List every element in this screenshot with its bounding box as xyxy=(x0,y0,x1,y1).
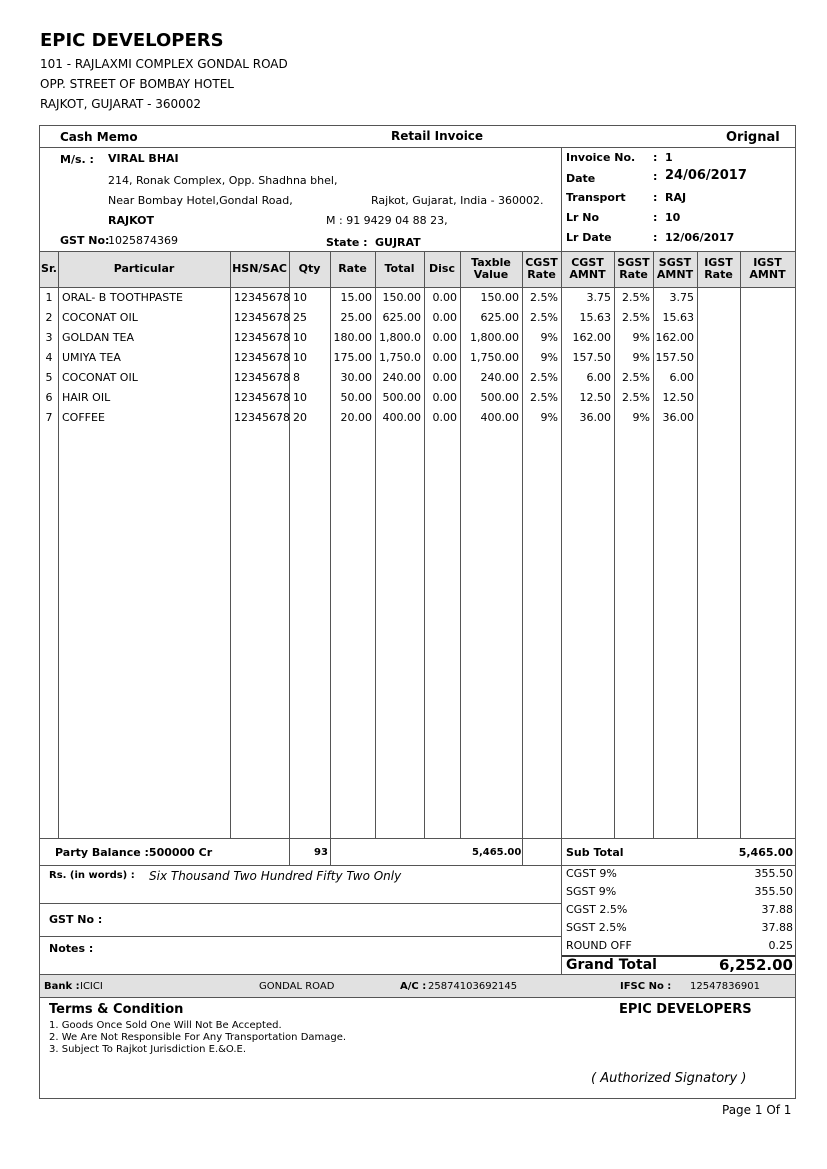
cell-cgst-rate: 9% xyxy=(540,351,558,364)
cell-taxable-value: 625.00 xyxy=(480,311,519,324)
column-header-text: Rate xyxy=(338,262,367,275)
column-header-text: HSN/SAC xyxy=(232,262,287,275)
table-column-divider xyxy=(230,251,231,838)
table-column-divider xyxy=(697,251,698,838)
amount-in-words: Six Thousand Two Hundred Fifty Two Only xyxy=(149,869,402,883)
cell-qty: 10 xyxy=(293,391,307,404)
column-header-igst-amount xyxy=(740,257,795,281)
cell-cgst-rate: 2.5% xyxy=(530,291,558,304)
terms-title: Terms & Condition xyxy=(49,1002,184,1017)
cell-cgst-rate: 2.5% xyxy=(530,371,558,384)
cell-rate: 175.00 xyxy=(333,351,372,364)
cell-sr: 4 xyxy=(45,351,53,364)
table-column-divider xyxy=(58,251,59,838)
cell-sgst-rate: 9% xyxy=(632,411,650,424)
cell-taxable-value: 240.00 xyxy=(480,371,519,384)
cell-cgst-rate: 2.5% xyxy=(530,311,558,324)
divider xyxy=(39,147,796,148)
cell-taxable-value: 150.00 xyxy=(480,291,519,304)
tax-line-label: CGST 9% xyxy=(566,867,617,880)
column-header-text: Particular xyxy=(113,262,175,275)
column-header-text: Value xyxy=(473,268,509,281)
column-header-total xyxy=(375,263,424,275)
cell-total: 1,750.0 xyxy=(379,351,421,364)
column-header-taxable-value xyxy=(460,257,522,281)
authorized-signatory: ( Authorized Signatory ) xyxy=(591,1071,747,1086)
tax-line-value: 355.50 xyxy=(754,885,793,898)
column-header-text: AMNT xyxy=(749,268,786,281)
column-header-sgst-rate xyxy=(614,257,653,281)
cell-hsn-sac: 12345678 xyxy=(234,391,290,404)
cell-disc: 0.00 xyxy=(432,331,457,344)
subtotal-value: 5,465.00 xyxy=(738,846,793,859)
cell-sr: 5 xyxy=(45,371,53,384)
amount-in-words-label: Rs. (in words) : xyxy=(49,870,135,881)
cell-sgst-rate: 9% xyxy=(632,331,650,344)
column-header-hsn-sac xyxy=(230,263,289,275)
gst-no-label: GST No: xyxy=(60,234,110,247)
column-header-disc xyxy=(424,263,460,275)
cell-cgst-amount: 15.63 xyxy=(579,311,611,324)
cell-disc: 0.00 xyxy=(432,351,457,364)
cell-particular: GOLDAN TEA xyxy=(62,331,135,344)
company-address-line-1: 101 - RAJLAXMI COMPLEX GONDAL ROAD xyxy=(40,57,288,71)
footer-gst-no-label: GST No : xyxy=(49,913,103,926)
cell-sgst-amount: 15.63 xyxy=(662,311,694,324)
cell-qty: 10 xyxy=(293,331,307,344)
cell-hsn-sac: 12345678 xyxy=(234,351,290,364)
bank-label: Bank : xyxy=(44,981,80,992)
customer-mobile: M : 91 9429 04 88 23, xyxy=(326,214,448,227)
divider xyxy=(561,147,562,251)
column-header-text: Rate xyxy=(527,268,556,281)
column-header-text: Qty xyxy=(298,262,321,275)
terms-item: 2. We Are Not Responsible For Any Transportation Damage. xyxy=(49,1032,347,1043)
invoice-no-label: Invoice No. xyxy=(566,151,636,164)
cell-particular: UMIYA TEA xyxy=(62,351,121,364)
divider xyxy=(39,903,561,904)
signatory-company: EPIC DEVELOPERS xyxy=(619,1002,752,1017)
column-header-particular xyxy=(58,263,230,275)
company-name: EPIC DEVELOPERS xyxy=(40,30,224,51)
cell-sgst-amount: 157.50 xyxy=(655,351,694,364)
round-off-label: ROUND OFF xyxy=(566,939,632,952)
cell-total: 500.00 xyxy=(382,391,421,404)
cell-total: 400.00 xyxy=(382,411,421,424)
customer-state: GUJRAT xyxy=(375,236,421,249)
column-header-sr xyxy=(40,263,58,275)
divider xyxy=(522,838,523,865)
cell-cgst-rate: 9% xyxy=(540,331,558,344)
cell-total: 150.00 xyxy=(382,291,421,304)
cell-cgst-amount: 157.50 xyxy=(572,351,611,364)
column-header-text: Disc xyxy=(429,262,455,275)
cell-sgst-amount: 162.00 xyxy=(655,331,694,344)
state-label: State : xyxy=(326,236,368,249)
customer-address-line-2: Near Bombay Hotel,Gondal Road, xyxy=(108,194,293,207)
cell-hsn-sac: 12345678 xyxy=(234,331,290,344)
cell-total: 1,800.0 xyxy=(379,331,421,344)
divider xyxy=(39,838,796,839)
cell-sgst-amount: 12.50 xyxy=(662,391,694,404)
cell-disc: 0.00 xyxy=(432,411,457,424)
column-header-rate xyxy=(330,263,375,275)
cell-taxable-value: 500.00 xyxy=(480,391,519,404)
notes-label: Notes : xyxy=(49,942,94,955)
tax-line-label: CGST 2.5% xyxy=(566,903,628,916)
table-column-divider xyxy=(740,251,741,838)
lr-no-sep: : xyxy=(653,211,658,224)
date-sep: : xyxy=(653,170,658,183)
company-address-line-3: RAJKOT, GUJARAT - 360002 xyxy=(40,97,202,111)
customer-address-line-1: 214, Ronak Complex, Opp. Shadhna bhel, xyxy=(108,174,338,187)
invoice-no-value: 1 xyxy=(665,151,673,164)
bank-name: ICICI xyxy=(80,981,103,992)
divider xyxy=(39,251,796,252)
transport-sep: : xyxy=(653,191,658,204)
ifsc-label: IFSC No : xyxy=(620,981,672,992)
customer-gst-no: 1025874369 xyxy=(108,234,178,247)
cell-particular: COCONAT OIL xyxy=(62,371,138,384)
party-balance: Party Balance :500000 Cr xyxy=(55,846,213,859)
cell-particular: HAIR OIL xyxy=(62,391,111,404)
column-header-text: CGST xyxy=(571,256,604,269)
cell-sr: 1 xyxy=(45,291,53,304)
cell-disc: 0.00 xyxy=(432,291,457,304)
lr-date-sep: : xyxy=(653,231,658,244)
lr-date-label: Lr Date xyxy=(566,231,612,244)
customer-city: RAJKOT xyxy=(108,214,154,227)
cell-rate: 180.00 xyxy=(333,331,372,344)
cell-hsn-sac: 12345678 xyxy=(234,311,290,324)
lr-no-label: Lr No xyxy=(566,211,600,224)
cell-particular: COFFEE xyxy=(62,411,105,424)
cell-disc: 0.00 xyxy=(432,311,457,324)
bank-branch: GONDAL ROAD xyxy=(259,981,335,992)
divider xyxy=(330,838,331,865)
column-header-text: Sr. xyxy=(41,262,57,275)
cell-cgst-amount: 36.00 xyxy=(579,411,611,424)
cell-sgst-amount: 3.75 xyxy=(669,291,694,304)
column-header-cgst-amount xyxy=(561,257,614,281)
cell-rate: 20.00 xyxy=(340,411,372,424)
cell-cgst-amount: 12.50 xyxy=(579,391,611,404)
column-header-text: AMNT xyxy=(569,268,606,281)
column-header-sgst-amount xyxy=(653,257,697,281)
total-taxable-value: 5,465.00 xyxy=(472,847,522,858)
cell-hsn-sac: 12345678 xyxy=(234,411,290,424)
cell-total: 625.00 xyxy=(382,311,421,324)
customer-name: VIRAL BHAI xyxy=(108,152,179,165)
cell-qty: 20 xyxy=(293,411,307,424)
grand-total-label: Grand Total xyxy=(566,957,657,973)
total-qty: 93 xyxy=(314,847,328,858)
column-header-cgst-rate xyxy=(522,257,561,281)
cell-qty: 10 xyxy=(293,291,307,304)
ms-label: M/s. : xyxy=(60,153,94,166)
cell-taxable-value: 1,800.00 xyxy=(470,331,519,344)
cell-sgst-rate: 2.5% xyxy=(622,311,650,324)
cell-rate: 50.00 xyxy=(340,391,372,404)
cell-sgst-rate: 2.5% xyxy=(622,371,650,384)
cell-disc: 0.00 xyxy=(432,371,457,384)
column-header-text: IGST xyxy=(704,256,733,269)
cell-cgst-rate: 2.5% xyxy=(530,391,558,404)
terms-item: 1. Goods Once Sold One Will Not Be Accepted. xyxy=(49,1020,282,1031)
divider xyxy=(289,838,290,865)
cash-memo-label: Cash Memo xyxy=(60,130,138,144)
round-off-value: 0.25 xyxy=(768,939,793,952)
divider xyxy=(39,865,796,866)
tax-line-label: SGST 2.5% xyxy=(566,921,627,934)
subtotal-label: Sub Total xyxy=(566,846,624,859)
column-header-text: Rate xyxy=(619,268,648,281)
customer-address-city-state: Rajkot, Gujarat, India - 360002. xyxy=(371,194,544,207)
tax-line-value: 37.88 xyxy=(761,921,793,934)
cell-sr: 3 xyxy=(45,331,53,344)
cell-sr: 2 xyxy=(45,311,53,324)
tax-line-value: 355.50 xyxy=(754,867,793,880)
column-header-text: Rate xyxy=(704,268,733,281)
transport-label: Transport xyxy=(566,191,626,204)
cell-disc: 0.00 xyxy=(432,391,457,404)
cell-rate: 30.00 xyxy=(340,371,372,384)
invoice-no-sep: : xyxy=(653,151,658,164)
cell-sgst-amount: 6.00 xyxy=(669,371,694,384)
column-header-text: SGST xyxy=(658,256,692,269)
column-header-text: SGST xyxy=(617,256,650,269)
divider xyxy=(561,838,562,974)
terms-item: 3. Subject To Rajkot Jurisdiction E.&O.E. xyxy=(49,1044,247,1055)
cell-taxable-value: 400.00 xyxy=(480,411,519,424)
account-number: 25874103692145 xyxy=(428,981,518,992)
divider xyxy=(39,974,796,975)
retail-invoice-title: Retail Invoice xyxy=(391,129,484,143)
grand-total-value: 6,252.00 xyxy=(718,956,793,974)
lr-date-value: 12/06/2017 xyxy=(665,231,735,244)
tax-line-label: SGST 9% xyxy=(566,885,617,898)
divider xyxy=(39,997,796,998)
column-header-text: IGST xyxy=(753,256,782,269)
cell-qty: 25 xyxy=(293,311,307,324)
cell-sr: 6 xyxy=(45,391,53,404)
divider xyxy=(39,287,796,288)
column-header-text: Total xyxy=(384,262,415,275)
cell-qty: 10 xyxy=(293,351,307,364)
cell-taxable-value: 1,750.00 xyxy=(470,351,519,364)
company-address-line-2: OPP. STREET OF BOMBAY HOTEL xyxy=(40,77,234,91)
account-label: A/C : xyxy=(400,981,427,992)
divider xyxy=(39,936,561,937)
cell-cgst-rate: 9% xyxy=(540,411,558,424)
cell-sr: 7 xyxy=(45,411,53,424)
lr-no-value: 10 xyxy=(665,211,681,224)
cell-sgst-amount: 36.00 xyxy=(662,411,694,424)
cell-cgst-amount: 6.00 xyxy=(586,371,611,384)
column-header-igst-rate xyxy=(697,257,740,281)
cell-cgst-amount: 3.75 xyxy=(586,291,611,304)
column-header-text: Taxble xyxy=(471,256,511,269)
cell-cgst-amount: 162.00 xyxy=(572,331,611,344)
cell-hsn-sac: 12345678 xyxy=(234,291,290,304)
column-header-qty xyxy=(289,263,330,275)
cell-particular: COCONAT OIL xyxy=(62,311,138,324)
cell-rate: 25.00 xyxy=(340,311,372,324)
cell-sgst-rate: 2.5% xyxy=(622,291,650,304)
cell-particular: ORAL- B TOOTHPASTE xyxy=(62,291,183,304)
cell-sgst-rate: 9% xyxy=(632,351,650,364)
column-header-text: AMNT xyxy=(656,268,694,281)
tax-line-value: 37.88 xyxy=(761,903,793,916)
page-number: Page 1 Of 1 xyxy=(722,1103,792,1117)
cell-sgst-rate: 2.5% xyxy=(622,391,650,404)
date-value: 24/06/2017 xyxy=(665,168,747,183)
cell-rate: 15.00 xyxy=(340,291,372,304)
copy-type-label: Orignal xyxy=(726,130,780,145)
column-header-text: CGST xyxy=(525,256,558,269)
cell-total: 240.00 xyxy=(382,371,421,384)
date-label: Date xyxy=(566,172,596,185)
ifsc-code: 12547836901 xyxy=(690,981,760,992)
cell-qty: 8 xyxy=(293,371,300,384)
cell-hsn-sac: 12345678 xyxy=(234,371,290,384)
transport-value: RAJ xyxy=(665,191,687,204)
